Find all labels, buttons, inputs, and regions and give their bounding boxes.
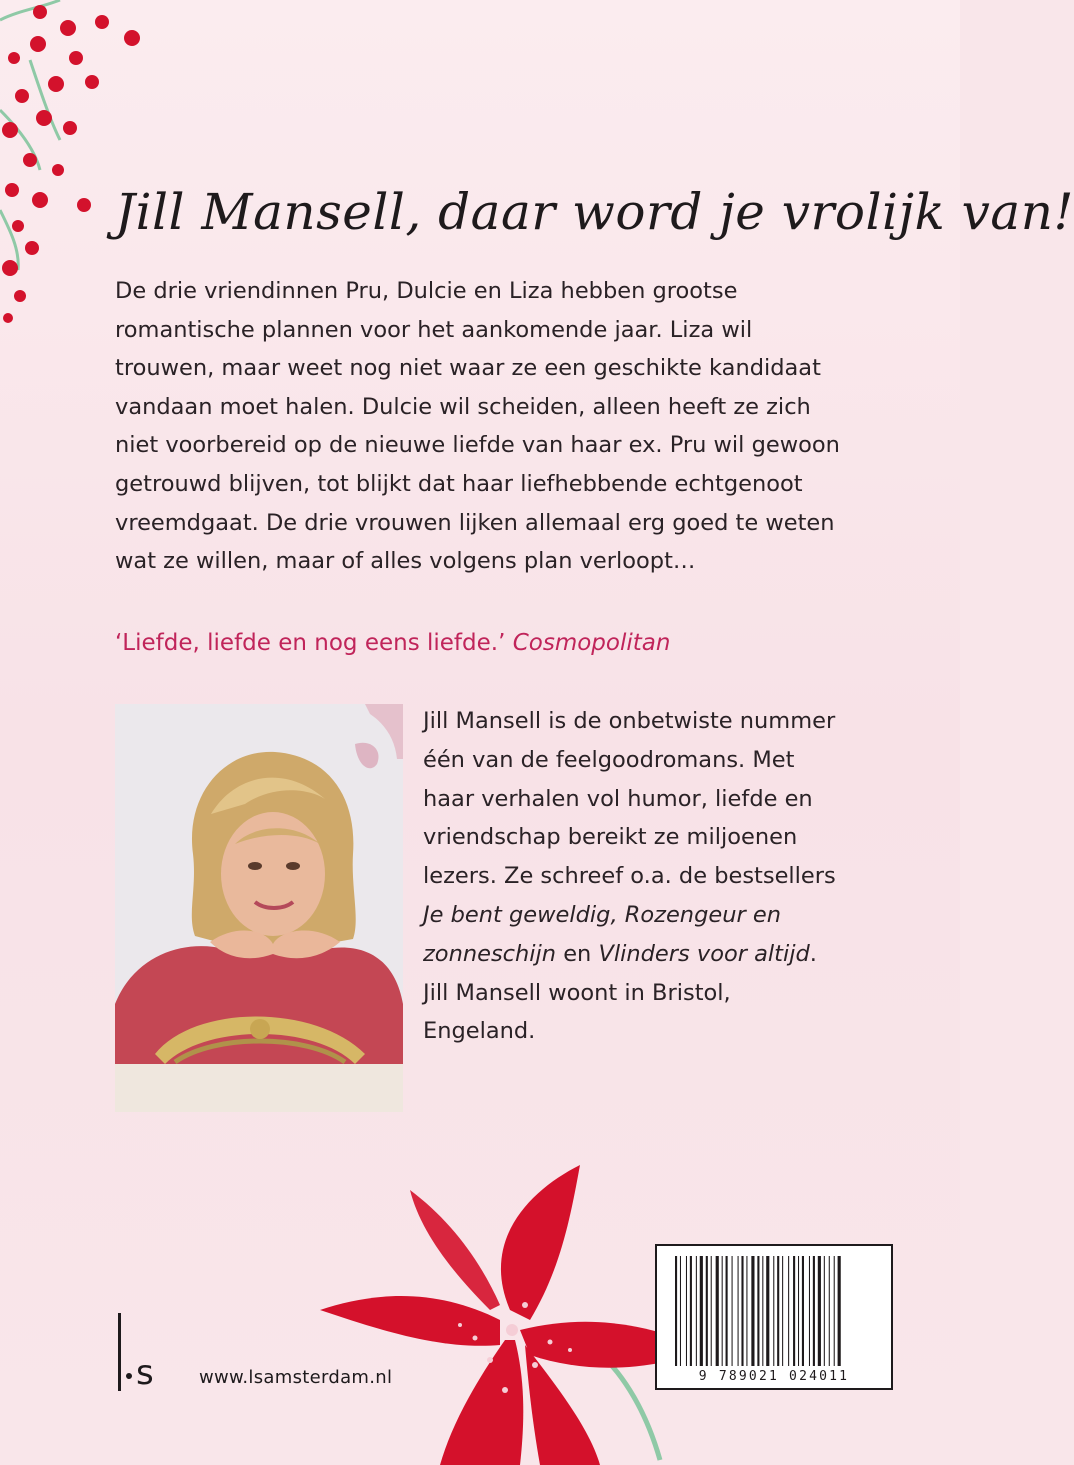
blurb-text	[115, 272, 885, 581]
barcode-bar	[732, 1256, 733, 1366]
blurb-line: trouwen, maar weet nog niet waar ze een geschikte kandidaat	[115, 355, 821, 382]
logo-dot	[126, 1373, 132, 1379]
tagline: Jill Mansell, daar word je vrolijk van!	[115, 183, 1074, 241]
book-title: Je bent geweldig	[423, 901, 611, 928]
publisher-website: www.lsamsterdam.nl	[199, 1367, 393, 1388]
barcode-bar	[802, 1256, 804, 1366]
barcode-bar	[829, 1256, 830, 1366]
blurb-line: getrouwd blijven, tot blijkt dat haar liefhebbende echtgenoot	[115, 470, 803, 497]
barcode-bars	[673, 1256, 879, 1366]
barcode-bar	[757, 1256, 759, 1366]
barcode-bar	[834, 1256, 835, 1366]
bio-line: Je bent geweldig, Rozengeur en	[423, 901, 781, 928]
bio-line: Engeland.	[423, 1018, 536, 1045]
quote-source: Cosmopolitan	[512, 630, 671, 656]
quote-text: ‘Liefde, liefde en nog eens liefde.’	[115, 630, 506, 656]
author-photo	[115, 704, 403, 1112]
bio-line: Jill Mansell woont in Bristol,	[423, 979, 731, 1006]
barcode-bar	[813, 1256, 815, 1366]
book-title: Vlinders voor altijd	[598, 940, 810, 967]
bio-connector: en	[563, 940, 592, 967]
barcode-bar	[680, 1256, 681, 1366]
blurb-line: vreemdgaat. De drie vrouwen lijken allemaal erg goed te weten	[115, 509, 835, 536]
barcode-bar	[711, 1256, 712, 1366]
barcode-bar	[818, 1256, 821, 1366]
barcode-bar	[777, 1256, 779, 1366]
barcode-bar	[738, 1256, 739, 1366]
barcode	[655, 1244, 893, 1390]
barcode-bar	[706, 1256, 708, 1366]
barcode-bar	[741, 1256, 743, 1366]
barcode-bar	[722, 1256, 723, 1366]
barcode-bar	[716, 1256, 719, 1366]
bio-line: zonneschijn en Vlinders voor altijd.	[423, 940, 817, 967]
barcode-bar	[809, 1256, 810, 1366]
barcode-bar	[773, 1256, 774, 1366]
barcode-bar	[690, 1256, 692, 1366]
book-title: zonneschijn	[423, 940, 557, 967]
barcode-bar	[793, 1256, 795, 1366]
bio-line: Jill Mansell is de onbetwiste nummer	[423, 708, 836, 734]
blurb-line: vandaan moet halen. Dulcie wil scheiden, alleen heeft ze zich	[115, 393, 811, 420]
barcode-bar	[686, 1256, 687, 1366]
barcode-bar	[838, 1256, 841, 1366]
barcode-bar	[675, 1256, 677, 1366]
barcode-bar	[766, 1256, 769, 1366]
bio-line: haar verhalen vol humor, liefde en	[423, 785, 813, 812]
bio-line: lezers. Ze schreef o.a. de bestsellers	[423, 863, 836, 890]
press-quote	[115, 623, 875, 663]
blurb-line: De drie vriendinnen Pru, Dulcie en Liza hebben grootse	[115, 278, 738, 304]
bio-line: vriendschap bereikt ze miljoenen	[423, 824, 798, 851]
blurb-line: wat ze willen, maar of alles volgens plan verloopt…	[115, 548, 696, 575]
barcode-bar	[824, 1256, 825, 1366]
barcode-bar	[788, 1256, 789, 1366]
barcode-bar	[762, 1256, 763, 1366]
bio-line: één van de feelgoodromans. Met	[423, 746, 795, 773]
barcode-bar	[751, 1256, 754, 1366]
blurb-line: niet voorbereid op de nieuwe liefde van haar ex. Pru wil gewoon	[115, 432, 840, 459]
barcode-bar	[726, 1256, 728, 1366]
barcode-bar	[782, 1256, 783, 1366]
barcode-bar	[746, 1256, 747, 1366]
isbn-number: 9 789021 024011	[698, 1369, 850, 1384]
publisher-logo	[114, 1313, 174, 1393]
book-title: Rozengeur en	[624, 901, 781, 928]
logo-letter: s	[136, 1353, 154, 1393]
barcode-bar	[798, 1256, 799, 1366]
blurb-line: romantische plannen voor het aankomende jaar. Liza wil	[115, 316, 753, 343]
barcode-bar	[696, 1256, 697, 1366]
author-bio	[423, 702, 883, 1051]
barcode-bar	[700, 1256, 703, 1366]
logo-bar	[118, 1313, 121, 1391]
